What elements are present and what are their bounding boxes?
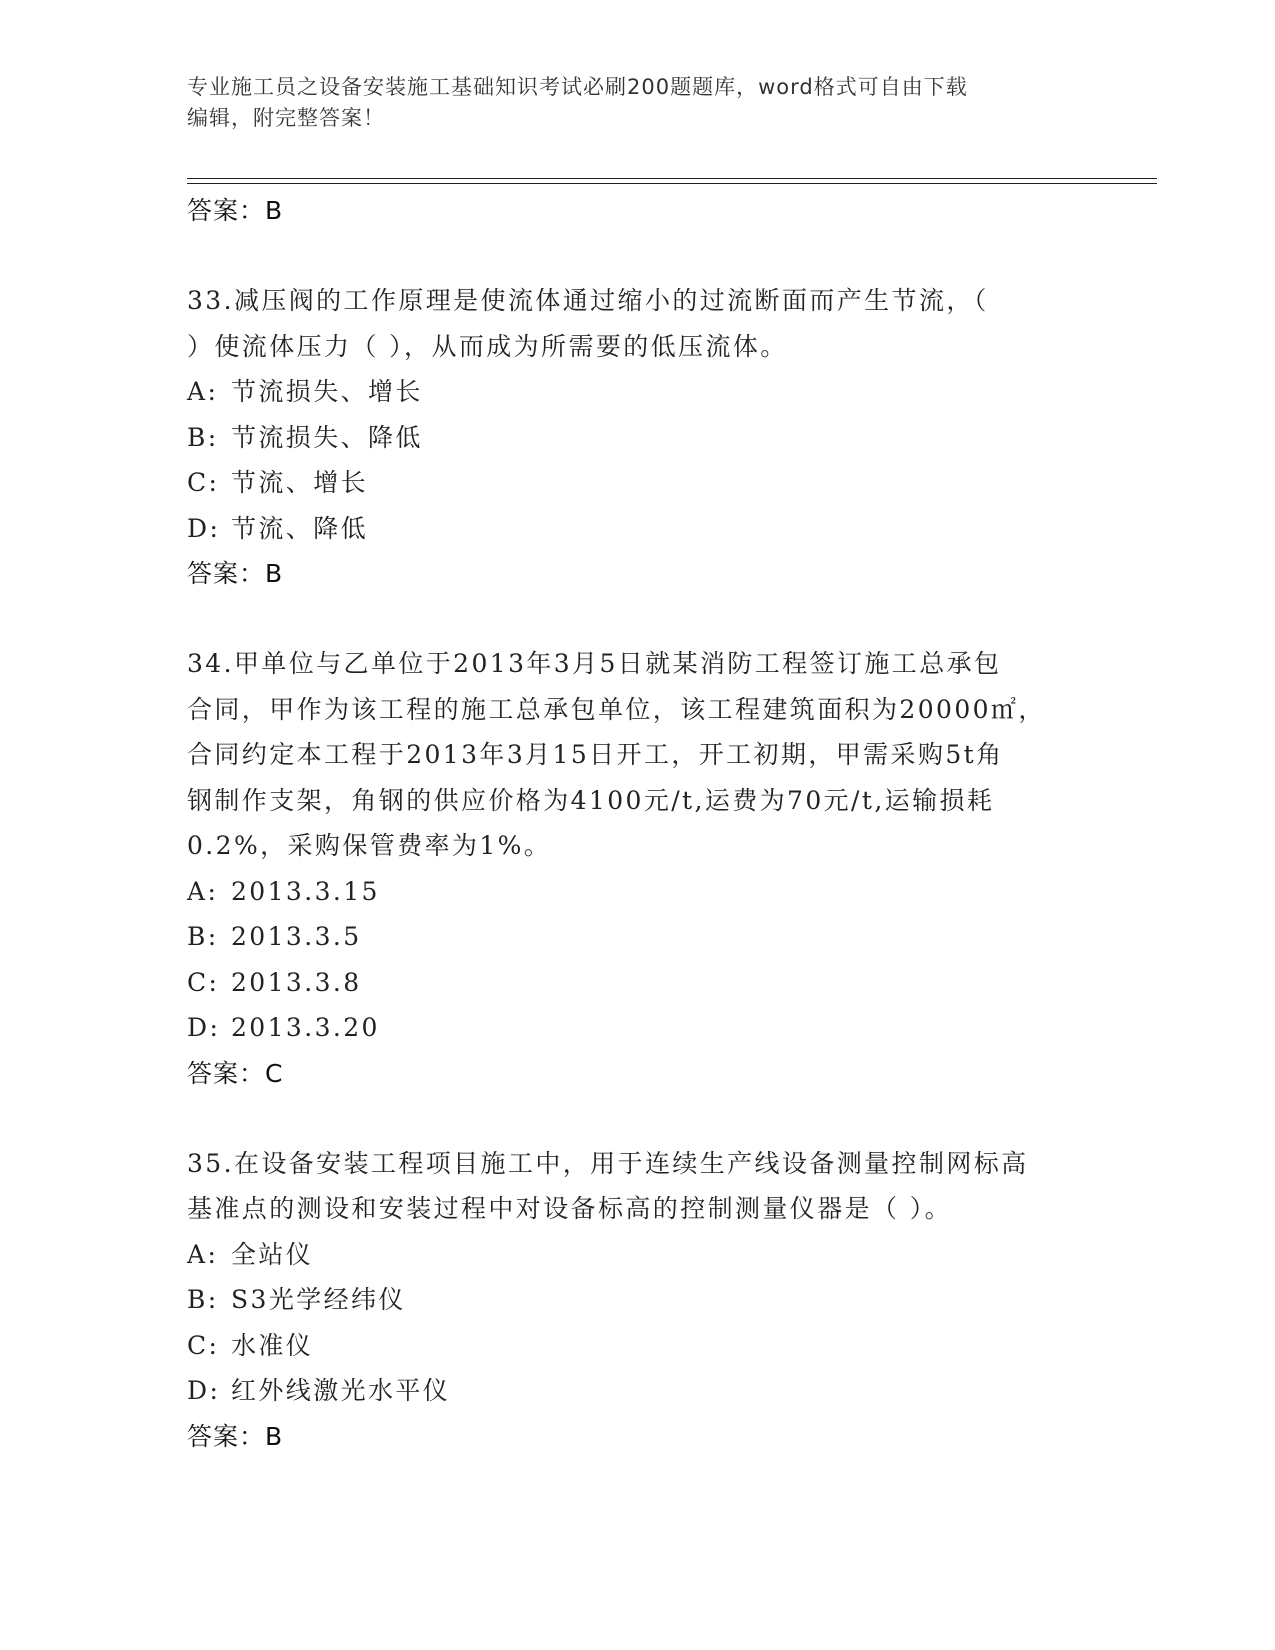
option-text: 红外线激光水平仪 [231,1376,451,1405]
answer: 答案：C [187,1058,284,1088]
option-b [187,1277,1087,1323]
option-a [187,1232,1087,1278]
option-c [187,960,1087,1006]
option-label: B: [187,1285,219,1314]
header-rule-top [187,178,1157,179]
header-line-2: 编辑，附完整答案！ [187,106,385,130]
page-header [187,72,1087,134]
option-c [187,460,1087,506]
question-text-line: 钢制作支架，角钢的供应价格为4100元/t,运费为70元/t,运输损耗 [187,785,995,815]
page-content [187,188,1087,1459]
option-label: B: [187,422,219,452]
question-text-line: ）使流体压力（ ），从而成为所需要的低压流体。 [187,331,788,361]
spacer [187,596,1087,641]
previous-answer: 答案：B [187,196,284,225]
option-d [187,1368,1087,1414]
question-35 [187,1141,1087,1459]
option-label: A: [187,1239,219,1269]
option-text: 2013.3.5 [231,922,362,951]
option-text: 全站仪 [231,1239,314,1269]
question-text-line: 35.在设备安装工程项目施工中，用于连续生产线设备测量控制网标高 [187,1148,1029,1178]
option-b [187,415,1087,461]
answer: 答案：B [187,559,284,588]
option-text: 节流、降低 [231,513,369,543]
question-text-line: 33.减压阀的工作原理是使流体通过缩小的过流断面而产生节流，（ [187,286,989,315]
option-text: 水准仪 [231,1330,314,1360]
option-label: D: [187,513,221,543]
option-d [187,506,1087,552]
option-label: B: [187,922,219,951]
spacer [187,1096,1087,1141]
option-a [187,369,1087,415]
option-label: A: [187,876,219,906]
option-text: 节流损失、降低 [231,422,423,452]
option-b [187,914,1087,960]
question-34 [187,641,1087,1096]
question-33 [187,278,1087,596]
option-c [187,1323,1087,1369]
option-text: 2013.3.8 [231,967,362,997]
option-text: 节流、增长 [231,468,369,497]
question-text-line: 合同约定本工程于2013年3月15日开工，开工初期，甲需采购5t角 [187,740,1004,769]
option-text: 2013.3.20 [231,1013,380,1042]
question-text-line: 合同，甲作为该工程的施工总承包单位，该工程建筑面积为20000㎡， [187,694,1046,724]
option-text: 2013.3.15 [231,876,380,906]
header-line-1: 专业施工员之设备安装施工基础知识考试必刷200题题库，word格式可自由下载 [187,75,968,99]
option-label: C: [187,967,220,997]
option-label: D: [187,1376,221,1405]
option-text: S3光学经纬仪 [231,1285,406,1314]
question-text-line: 0.2%，采购保管费率为1%。 [187,831,552,860]
question-text-line: 基准点的测设和安装过程中对设备标高的控制测量仪器是（ ）。 [187,1194,953,1223]
question-text-line: 34.甲单位与乙单位于2013年3月5日就某消防工程签订施工总承包 [187,649,1002,678]
option-label: A: [187,377,219,406]
option-label: C: [187,468,220,497]
option-text: 节流损失、增长 [231,377,423,406]
option-label: D: [187,1013,221,1042]
answer: 答案：B [187,1421,284,1451]
header-rule-bottom [187,183,1157,184]
option-a [187,869,1087,915]
option-d [187,1005,1087,1051]
option-label: C: [187,1330,220,1360]
spacer [187,233,1087,278]
